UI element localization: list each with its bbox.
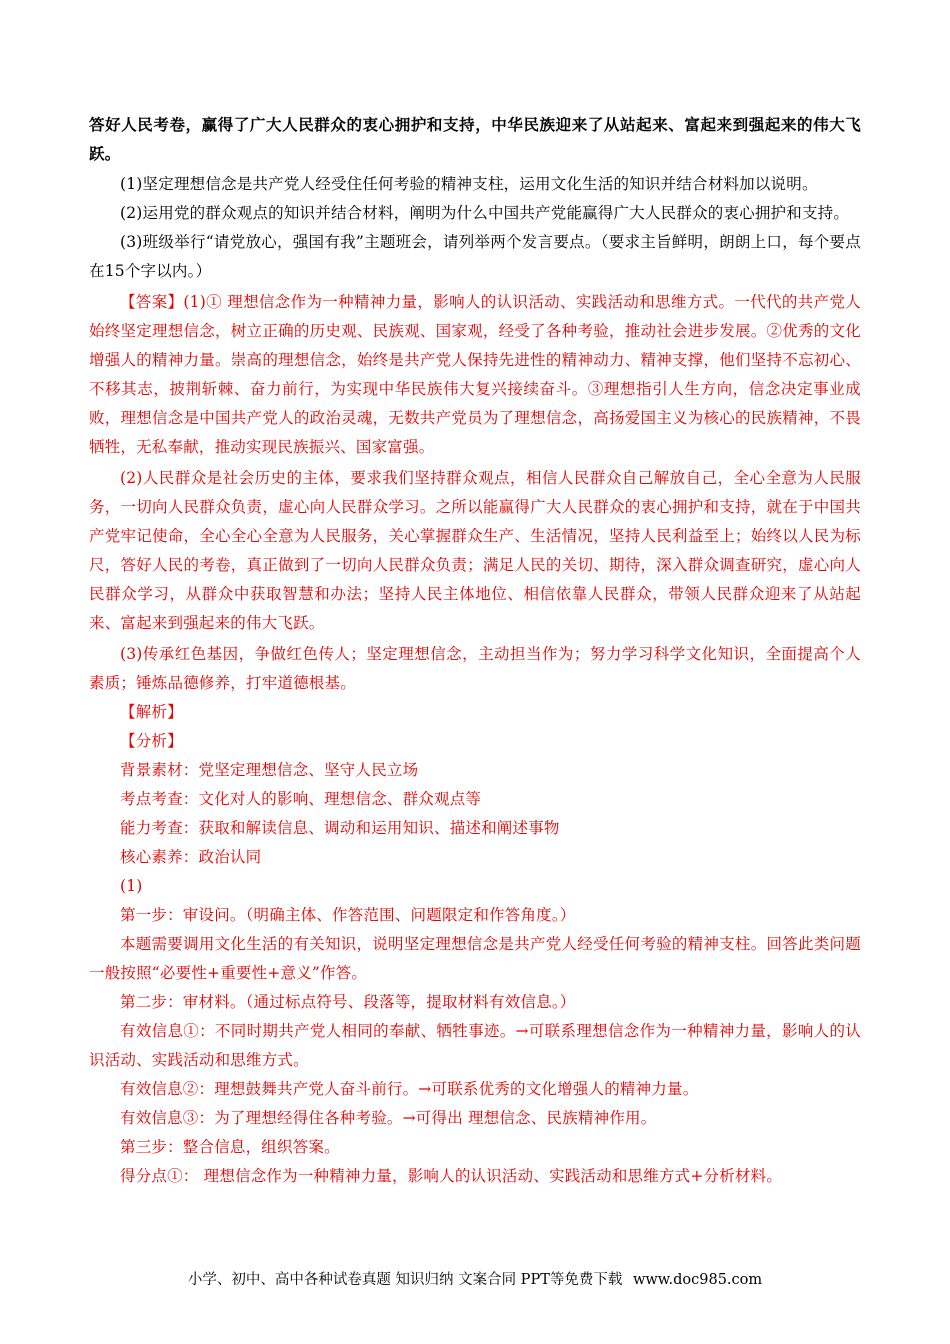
step-1: 第一步：审设问。（明确主体、作答范围、问题限定和作答角度。） bbox=[120, 906, 576, 924]
exam-points: 考点考查：文化对人的影响、理想信念、群众观点等 bbox=[120, 790, 482, 808]
question-2: (2)运用党的群众观点的知识并结合材料，阐明为什么中国共产党能赢得广大人民群众的衷心拥护和支持。 bbox=[120, 204, 850, 222]
footer-text: 小学、初中、高中各种试卷真题 知识归纳 文案合同 PPT等免费下载 bbox=[187, 1272, 623, 1288]
step-3: 第三步：整合信息，组织答案。 bbox=[120, 1138, 340, 1156]
answer-3: (3)传承红色基因，争做红色传人；坚定理想信念，主动担当作为；努力学习科学文化知识，全面提高个人素质；锤炼品德修养，打牢道德根基。 bbox=[89, 645, 861, 692]
background-material: 背景素材：党坚定理想信念、坚守人民立场 bbox=[120, 761, 419, 779]
page-footer bbox=[0, 1268, 950, 1289]
core-literacy: 核心素养：政治认同 bbox=[120, 848, 262, 866]
question-1: (1)坚定理想信念是共产党人经受住任何考验的精神支柱，运用文化生活的知识并结合材料加以说明。 bbox=[120, 175, 818, 193]
footer-url[interactable]: www.doc985.com bbox=[632, 1272, 763, 1288]
valid-info-2: 有效信息②：理想鼓舞共产党人奋斗前行。→可联系优秀的文化增强人的精神力量。 bbox=[120, 1080, 699, 1098]
ability-points: 能力考查：获取和解读信息、调动和运用知识、描述和阐述事物 bbox=[120, 819, 560, 837]
analysis-subheading: 【分析】 bbox=[120, 732, 183, 750]
question-3: (3)班级举行“请党放心，强国有我”主题班会，请列举两个发言要点。（要求主旨鲜明，朗朗上口，每个要点在15个字以内。） bbox=[89, 233, 861, 280]
valid-info-3: 有效信息③：为了理想经得住各种考验。→可得出 理想信念、民族精神作用。 bbox=[120, 1109, 657, 1127]
step-1-detail: 本题需要调用文化生活的有关知识，说明坚定理想信念是共产党人经受任何考验的精神支柱。回答此类问题一般按照“必要性+重要性+意义”作答。 bbox=[89, 935, 861, 982]
material-tail-text: 答好人民考卷，赢得了广大人民群众的衷心拥护和支持，中华民族迎来了从站起来、富起来到强起来的伟大飞跃。 bbox=[89, 115, 861, 163]
document-body bbox=[89, 110, 861, 1191]
sub-question-label: (1) bbox=[120, 877, 143, 895]
valid-info-1: 有效信息①：不同时期共产党人相同的奉献、牺牲事迹。→可联系理想信念作为一种精神力量，影响人的认识活动、实践活动和思维方式。 bbox=[89, 1022, 861, 1069]
answer-1: 【答案】(1)① 理想信念作为一种精神力量，影响人的认识活动、实践活动和思维方式。一代代的共产党人始终坚定理想信念，树立正确的历史观、民族观、国家观，经受了各种考验，推动社会进步发展。②优秀的文化增强人的精神力量。崇高的理想信念，始终是共产党人保持先进性的精神动力、精神支撑，他们坚持不忘初心、不移其志，披荆斩棘、奋力前行，为实现中华民族伟大复兴接续奋斗。③理想指引人生方向，信念决定事业成败，理想信念是中国共产党人的政治灵魂，无数共产党员为了理想信念，高扬爱国主义为核心的民族精神，不畏牺牲，无私奉献，推动实现民族振兴、国家富强。 bbox=[89, 293, 861, 456]
step-2: 第二步：审材料。（通过标点符号、段落等，提取材料有效信息。） bbox=[120, 993, 576, 1011]
score-point-1: 得分点①： 理想信念作为一种精神力量，影响人的认识活动、实践活动和思维方式+分析材料。 bbox=[120, 1167, 783, 1185]
analysis-heading: 【解析】 bbox=[120, 703, 183, 721]
answer-2: (2)人民群众是社会历史的主体，要求我们坚持群众观点，相信人民群众自己解放自己，全心全意为人民服务，一切向人民群众负责，虚心向人民群众学习。之所以能赢得广大人民群众的衷心拥护和支持，就在于中国共产党牢记使命，全心全心全意为人民服务，关心掌握群众生产、生活情况，坚持人民利益至上；始终以人民为标尺，答好人民的考卷，真正做到了一切向人民群众负责；满足人民的关切、期待，深入群众调查研究，虚心向人民群众学习，从群众中获取智慧和办法；坚持人民主体地位、相信依靠人民群众，带领人民群众迎来了从站起来、富起来到强起来的伟大飞跃。 bbox=[89, 469, 861, 632]
